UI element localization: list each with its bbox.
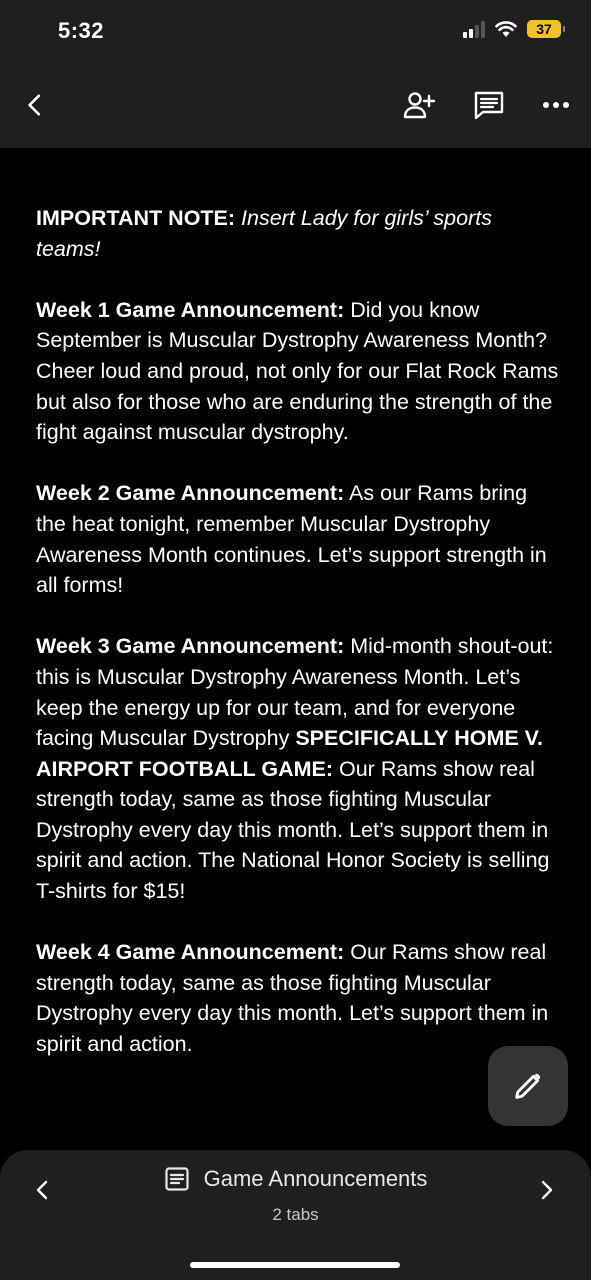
chevron-left-icon <box>22 92 48 118</box>
status-bar <box>0 0 591 62</box>
more-options-button[interactable] <box>533 82 579 128</box>
important-note-paragraph <box>36 203 561 264</box>
comment-icon <box>473 90 505 120</box>
week2-text: As our Rams bring the heat tonight, remember Muscular Dystrophy Awareness Month continues. Let’s support strength in all forms! <box>36 481 547 598</box>
status-time: 5:32 <box>58 18 105 43</box>
week2-label: Week 2 Game Announcement: <box>36 481 345 506</box>
note-text: Insert Lady for girls’ sports teams! <box>36 206 492 261</box>
week4-paragraph <box>36 937 561 1059</box>
person-add-icon <box>402 90 436 120</box>
battery-icon: 37 <box>527 20 561 38</box>
week1-label: Week 1 Game Announcement: <box>36 297 345 322</box>
note-label: IMPORTANT NOTE: <box>36 206 236 230</box>
more-horizontal-icon <box>542 101 570 109</box>
doc-toolbar <box>0 62 591 148</box>
week1-text: Did you know September is Muscular Dystrophy Awareness Month? Cheer loud and proud, not only for our Flat Rock Rams but also for those who are enduring the strength of the fight against muscular dystrophy. <box>36 297 559 445</box>
week3-paragraph <box>36 631 561 906</box>
week3-text: Mid-month shout-out: this is Muscular Dystrophy Awareness Month. Let’s keep the energy up for our team, and for everyone facing Muscular Dystrophy <box>36 634 554 751</box>
home-indicator[interactable] <box>190 1262 400 1268</box>
share-button[interactable] <box>396 82 442 128</box>
cellular-signal-icon <box>463 20 485 38</box>
special-label: SPECIFICALLY HOME V. AIRPORT FOOTBALL GAME: <box>36 726 544 781</box>
special-text: Our Rams show real strength today, same as those fighting Muscular Dystrophy every day this month. Let’s support them in spirit and action. The National Honor Society is selling T-shirts for $15! <box>36 756 550 904</box>
week3-label: Week 3 Game Announcement: <box>36 634 345 659</box>
comments-button[interactable] <box>466 82 512 128</box>
week1-paragraph <box>36 295 561 448</box>
tab-count: 2 tabs <box>272 1205 319 1224</box>
edit-pencil-icon <box>511 1069 545 1103</box>
tabs-title-area[interactable] <box>0 1166 591 1225</box>
document-icon <box>164 1166 190 1192</box>
back-button[interactable] <box>12 82 58 128</box>
chevron-right-icon <box>539 1179 555 1201</box>
status-icons <box>463 20 561 38</box>
week2-paragraph <box>36 478 561 600</box>
tabs-bar <box>0 1150 591 1280</box>
document-title: Game Announcements <box>203 1166 428 1191</box>
week4-text: Our Rams show real strength today, same as those fighting Muscular Dystrophy every day this month. Let’s support them in spirit and action. <box>36 940 549 1057</box>
edit-button[interactable] <box>488 1046 568 1126</box>
tabs-title-row <box>164 1166 428 1192</box>
next-tab-button[interactable] <box>527 1170 567 1210</box>
wifi-icon <box>495 20 517 38</box>
document-body[interactable] <box>36 203 561 1090</box>
week4-label: Week 4 Game Announcement: <box>36 940 345 965</box>
